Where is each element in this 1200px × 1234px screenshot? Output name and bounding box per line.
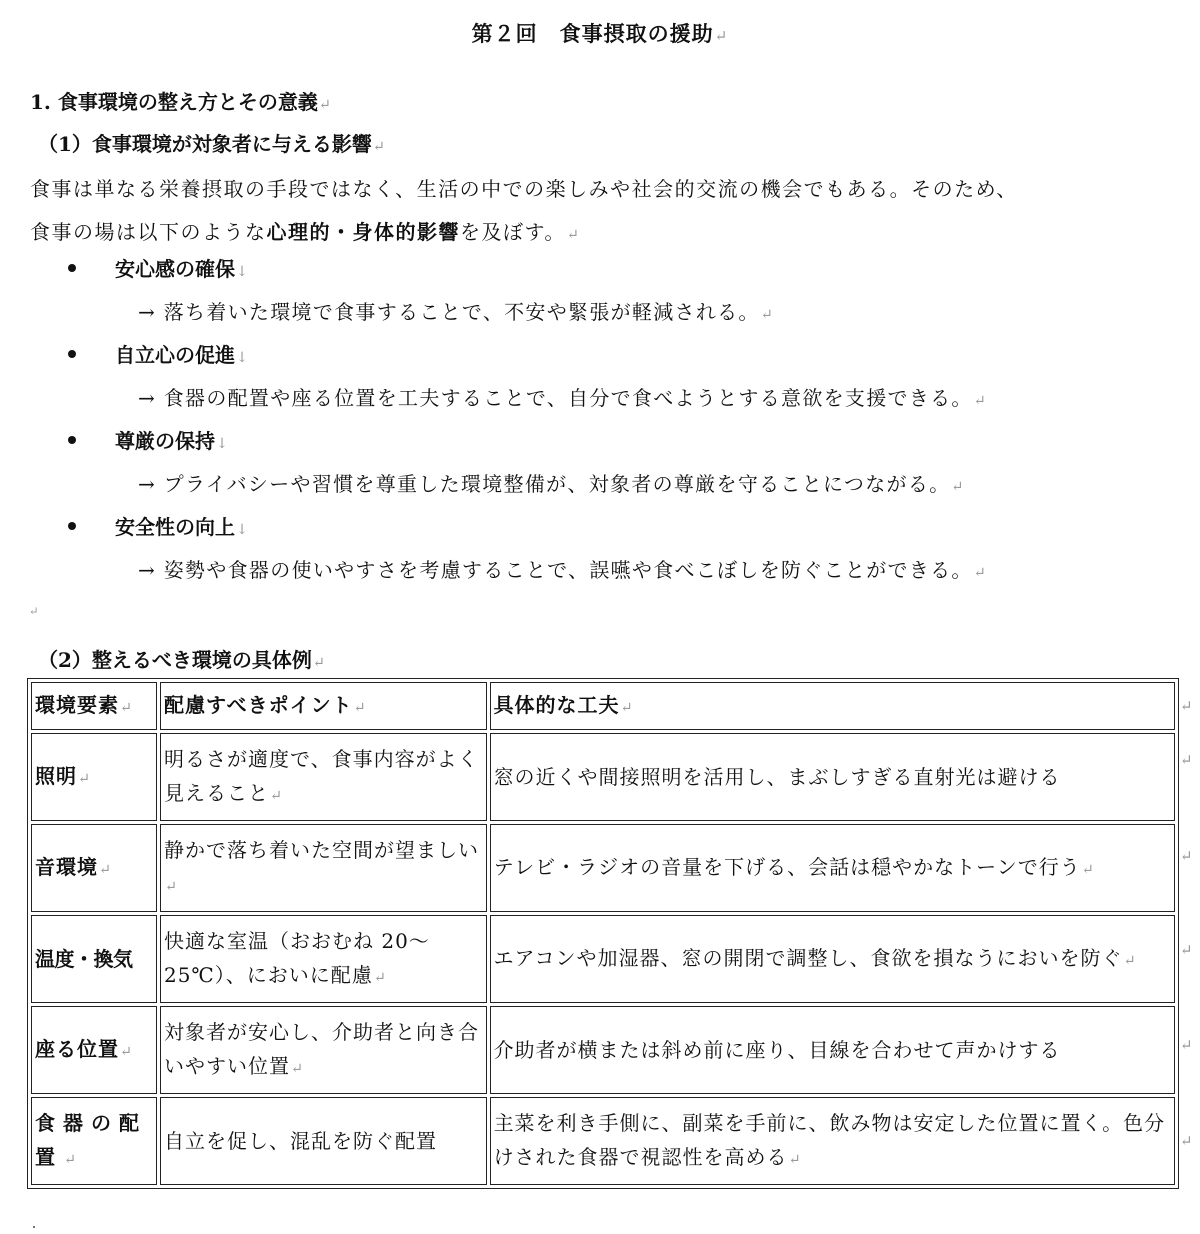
line-break-mark-icon: ↓ (236, 264, 249, 280)
intro-line-2-pre: 食事の場は以下のような (30, 220, 267, 244)
cell-text: エアコンや加湿器、窓の開閉で調整し、食欲を損なうにおいを防ぐ (493, 945, 1123, 970)
line-break-mark-icon: ↓ (236, 350, 249, 366)
section-heading-1-text: 1. 食事環境の整え方とその意義 (30, 90, 318, 114)
paragraph-mark-icon: ↵ (29, 604, 39, 618)
bullet-description: → プライバシーや習慣を尊重した環境整備が、対象者の尊厳を守ることにつながる。 (138, 472, 951, 496)
bullet-item (0, 254, 1200, 340)
cell-text: テレビ・ラジオの音量を下げる、会話は穏やかなトーンで行う (493, 854, 1081, 879)
table-cell-element (31, 1097, 157, 1185)
line-break-mark-icon: ↓ (216, 436, 229, 452)
table-header-cell (31, 682, 157, 730)
table-row (31, 1006, 1175, 1094)
table-cell-measure (490, 1097, 1175, 1185)
paragraph-mark-icon: ↵ (318, 97, 331, 113)
bullet-dot-icon (68, 264, 76, 272)
header-text: 具体的な工夫 (493, 692, 620, 717)
paragraph-mark-icon: ↵ (714, 27, 729, 45)
paragraph-mark-icon: ↵ (64, 1151, 85, 1168)
environment-table (27, 678, 1179, 1189)
empty-paragraph (28, 600, 39, 619)
document-title (0, 18, 1200, 48)
bullet-description: → 姿勢や食器の使いやすさを考慮することで、誤嚥や食べこぼしを防ぐことができる。 (138, 558, 973, 582)
cell-text: 静かで落ち着いた空間が望ましい (163, 837, 479, 862)
bullet-label: 安心感の確保 (115, 257, 235, 281)
table-cell-element (31, 915, 157, 1003)
cell-text: 照明 (35, 763, 77, 788)
section-heading-1 (30, 86, 331, 115)
paragraph-mark-icon: ↵ (566, 227, 581, 243)
intro-paragraph (30, 168, 1190, 257)
table-row (31, 733, 1175, 821)
bullet-label: 安全性の向上 (115, 515, 235, 539)
cell-text: 食器の配置 (35, 1110, 147, 1169)
table-cell-point (160, 733, 487, 821)
paragraph-mark-icon: ↵ (373, 969, 387, 986)
table-header-cell (160, 682, 487, 730)
document-title-text: 第２回 食事摂取の援助 (471, 21, 714, 46)
table-cell-element (31, 733, 157, 821)
paragraph-mark-icon: ↵ (372, 139, 385, 155)
table-header-cell (490, 682, 1175, 730)
cell-text: 快適な室温（おおむね 20～25℃）、においに配慮 (163, 928, 430, 987)
paragraph-mark-icon: ↵ (973, 565, 988, 581)
table-cell-measure (490, 824, 1175, 912)
paragraph-mark-icon: ↵ (788, 1151, 802, 1168)
intro-line-2-bold: 心理的・身体的影響 (266, 220, 460, 244)
row-end-mark-icon: ↵ (1180, 847, 1193, 865)
bullet-description: → 食器の配置や座る位置を工夫することで、自分で食べようとする意欲を支援できる。 (138, 386, 973, 410)
subsection-heading-1 (38, 128, 385, 157)
bullet-item (0, 426, 1200, 512)
table-row (31, 824, 1175, 912)
paragraph-mark-icon: ↵ (353, 699, 367, 716)
paragraph-mark-icon: ↵ (120, 1043, 134, 1060)
paragraph-mark-icon: ↵ (120, 699, 134, 716)
bullet-description: → 落ち着いた環境で食事することで、不安や緊張が軽減される。 (138, 300, 760, 324)
paragraph-mark-icon: ↵ (269, 787, 284, 804)
table-row (31, 915, 1175, 1003)
row-end-mark-icon: ↵ (1180, 1036, 1193, 1054)
table-cell-point (160, 1006, 487, 1094)
cell-text: 温度・換気 (35, 947, 133, 971)
bullet-item (0, 512, 1200, 598)
table-header-row (31, 682, 1175, 730)
paragraph-mark-icon: ↵ (620, 699, 634, 716)
row-end-mark-icon: ↵ (1180, 697, 1193, 715)
paragraph-mark-icon: ↵ (1081, 861, 1095, 878)
bullet-dot-icon (68, 350, 76, 358)
table-cell-element (31, 1006, 157, 1094)
subsection-heading-1-text: （1）食事環境が対象者に与える影響 (38, 132, 372, 156)
cell-text: 窓の近くや間接照明を活用し、まぶしすぎる直射光は避ける (493, 765, 1061, 789)
table-cell-measure (490, 915, 1175, 1003)
intro-line-1: 食事は単なる栄養摂取の手段ではなく、生活の中での楽しみや社会的交流の機会でもある。そのため、 (30, 177, 1018, 201)
paragraph-mark-icon: ↵ (1123, 952, 1137, 969)
paragraph-mark-icon: ↵ (164, 878, 179, 895)
cell-text: 主菜を利き手側に、副菜を手前に、飲み物は安定した位置に置く。色分けされた食器で視認性を高める (493, 1110, 1166, 1169)
paragraph-mark-icon: ↵ (99, 861, 113, 878)
subsection-heading-2 (38, 644, 325, 673)
bullet-dot-icon (68, 522, 76, 530)
cell-text: 対象者が安心し、介助者と向き合いやすい位置 (163, 1019, 479, 1078)
table-cell-point (160, 1097, 487, 1185)
line-break-mark-icon: ↓ (236, 522, 249, 538)
paragraph-mark-icon: ↵ (312, 655, 325, 671)
table-cell-point (160, 824, 487, 912)
cell-text: 介助者が横または斜め前に座り、目線を合わせて声かけする (493, 1038, 1061, 1062)
bullet-label: 自立心の促進 (115, 343, 235, 367)
paragraph-mark-icon: ↵ (78, 770, 92, 787)
bullet-list (0, 254, 1200, 598)
cell-text: 座る位置 (35, 1036, 119, 1061)
table-row (31, 1097, 1175, 1185)
bullet-item (0, 340, 1200, 426)
subsection-heading-2-text: （2）整えるべき環境の具体例 (38, 648, 312, 672)
table-cell-element (31, 824, 157, 912)
table-cell-measure (490, 1006, 1175, 1094)
table-cell-measure (490, 733, 1175, 821)
paragraph-mark-icon: ↵ (973, 393, 988, 409)
header-text: 環境要素 (35, 692, 119, 717)
paragraph-mark-icon: ↵ (290, 1060, 305, 1077)
row-end-mark-icon: ↵ (1180, 941, 1193, 959)
row-end-mark-icon: ↵ (1180, 1132, 1193, 1150)
header-text: 配慮すべきポイント (163, 692, 353, 717)
bullet-label: 尊厳の保持 (115, 429, 215, 453)
cell-text: 明るさが適度で、食事内容がよく見えること (163, 746, 479, 805)
paragraph-mark-icon: ↵ (951, 479, 965, 495)
table-cell-point (160, 915, 487, 1003)
paragraph-mark-icon: ↵ (760, 307, 775, 323)
row-end-mark-icon: ↵ (1180, 751, 1193, 769)
cell-text: 自立を促し、混乱を防ぐ配置 (163, 1129, 437, 1153)
bullet-dot-icon (68, 436, 76, 444)
stray-dot (33, 1226, 35, 1228)
intro-line-2-post: を及ぼす。 (460, 220, 566, 244)
cell-text: 音環境 (35, 854, 98, 879)
